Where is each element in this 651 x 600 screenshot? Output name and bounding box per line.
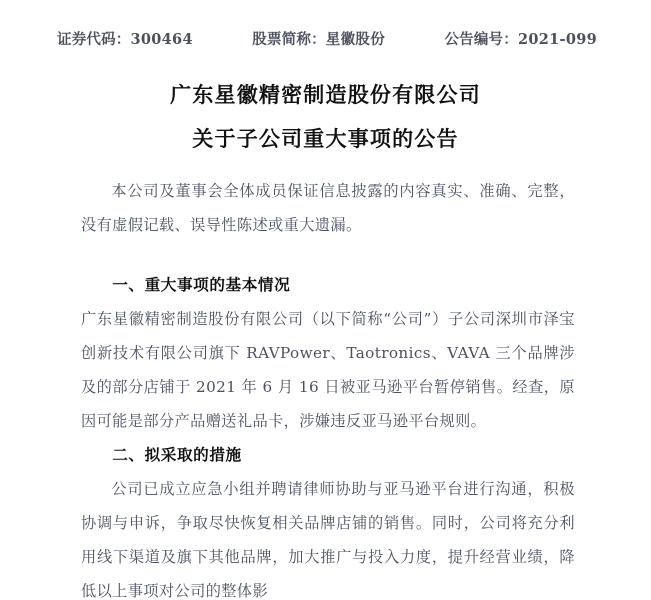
security-code-field — [57, 28, 193, 49]
document-header-meta-row — [57, 28, 597, 49]
announcement-number-label: 公告编号： — [444, 31, 518, 48]
spacer — [81, 242, 575, 268]
security-code-value: 300464 — [130, 31, 193, 48]
section-paragraph-2: 公司已成立应急小组并聘请律师协助与亚马逊平台进行沟通，积极协调与申诉，争取尽快恢复相关品牌店铺的销售。同时，公司将充分利用线下渠道及旗下其他品牌，加大推广与投入力度，提升经营业绩，降低以上事项对公司的整体影 — [81, 480, 575, 600]
announcement-number-value: 2021-099 — [517, 31, 597, 48]
document-title-line-1: 广东星徽精密制造股份有限公司 — [170, 82, 481, 107]
section-heading-2: 二、拟采取的措施 — [112, 445, 242, 464]
section-heading-1: 一、重大事项的基本情况 — [112, 275, 291, 294]
document-title-line-2: 关于子公司重大事项的公告 — [192, 126, 459, 151]
security-code-label: 证券代码： — [57, 31, 131, 48]
stock-abbreviation-field — [252, 28, 385, 49]
disclaimer-paragraph: 本公司及董事会全体成员保证信息披露的内容真实、准确、完整，没有虚假记载、误导性陈述或重大遗漏。 — [81, 182, 575, 234]
section-paragraph-1: 广东星徽精密制造股份有限公司（以下简称“公司”）子公司深圳市泽宝创新技术有限公司旗下 RAVPower、Taotronics、VAVA 三个品牌涉及的部分店铺于 2021 年 6 月 16 日被亚马逊平台暂停销售。经查，原因可能是部分产品赠送礼品卡，涉嫌违反亚马逊平台规则。 — [81, 310, 575, 430]
announcement-number-field — [444, 28, 597, 49]
stock-abbreviation-label: 股票简称： — [252, 31, 326, 48]
document-body — [81, 174, 575, 600]
stock-abbreviation-value: 星徽股份 — [325, 31, 385, 48]
